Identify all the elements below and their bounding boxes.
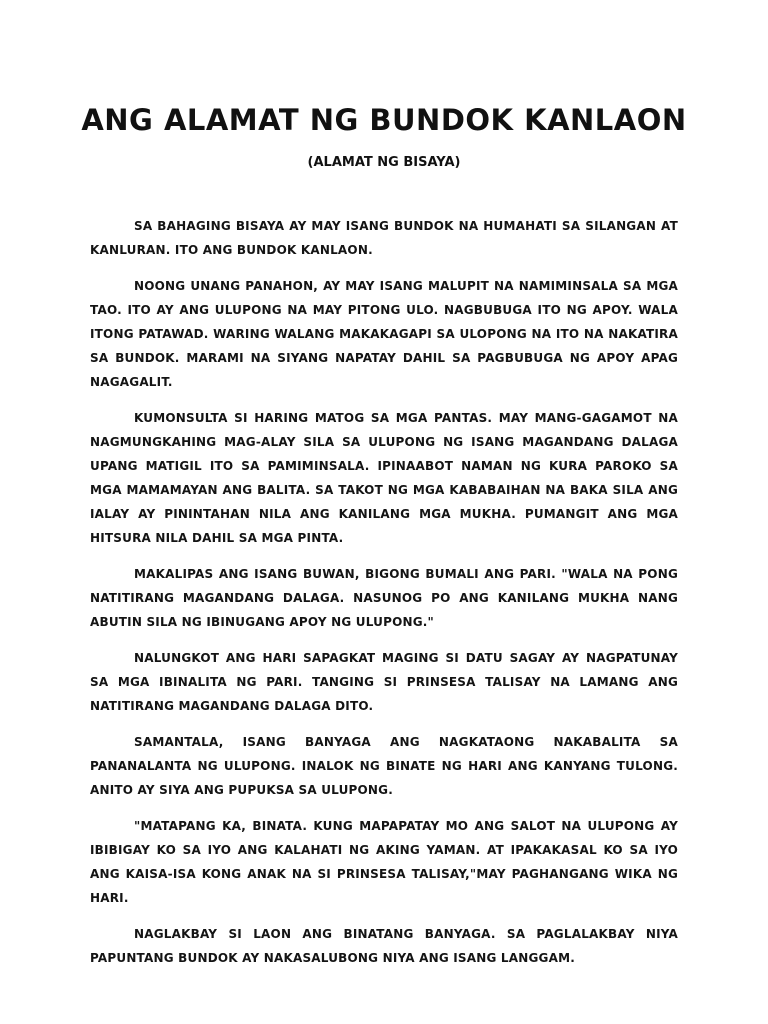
paragraph: SAMANTALA, ISANG BANYAGA ANG NAGKATAONG NAKABALITA SA PANANALANTA NG ULUPONG. INALOK NG BINATE NG HARI ANG KANYANG TULONG. ANITO AY SIYA ANG PUPUKSA SA ULUPONG. (90, 735, 678, 797)
document-title: ANG ALAMAT NG BUNDOK KANLAON (81, 103, 687, 137)
paragraph: SA BAHAGING BISAYA AY MAY ISANG BUNDOK NA HUMAHATI SA SILANGAN AT KANLURAN. ITO ANG BUNDOK KANLAON. (90, 219, 678, 257)
paragraph: NAGLAKBAY SI LAON ANG BINATANG BANYAGA. SA PAGLALAKBAY NIYA PAPUNTANG BUNDOK AY NAKASALUBONG NIYA ANG ISANG LANGGAM. (90, 927, 678, 965)
paragraph: NOONG UNANG PANAHON, AY MAY ISANG MALUPIT NA NAMIMINSALA SA MGA TAO. ITO AY ANG ULUPONG NA MAY PITONG ULO. NAGBUBUGA ITO NG APOY. WALA ITONG PATAWAD. WARING WALANG MAKAKAGAPI SA ULOPONG NA ITO NA NAKATIRA SA BUNDOK. MARAMI NA SIYANG NAPATAY DAHIL SA PAGBUBUGA NG APOY APAG NAGAGALIT. (90, 279, 678, 389)
paragraph: NALUNGKOT ANG HARI SAPAGKAT MAGING SI DATU SAGAY AY NAGPATUNAY SA MGA IBINALITA NG PARI. TANGING SI PRINSESA TALISAY NA LAMANG ANG NATITIRANG MAGANDANG DALAGA DITO. (90, 651, 678, 713)
paragraph: MAKALIPAS ANG ISANG BUWAN, BIGONG BUMALI ANG PARI. "WALA NA PONG NATITIRANG MAGANDANG DALAGA. NASUNOG PO ANG KANILANG MUKHA NANG ABUTIN SILA NG IBINUGANG APOY NG ULUPONG." (90, 567, 678, 629)
document-body (90, 214, 678, 982)
paragraph: KUMONSULTA SI HARING MATOG SA MGA PANTAS. MAY MANG-GAGAMOT NA NAGMUNGKAHING MAG-ALAY SILA SA ULUPONG NG ISANG MAGANDANG DALAGA UPANG MATIGIL ITO SA PAMIMINSALA. IPINAABOT NAMAN NG KURA PAROKO SA MGA MAMAMAYAN ANG BALITA. SA TAKOT NG MGA KABABAIHAN NA BAKA SILA ANG IALAY AY PININTAHAN NILA ANG KANILANG MGA MUKHA. PUMANGIT ANG MGA HITSURA NILA DAHIL SA MGA PINTA. (90, 411, 678, 545)
paragraph: "MATAPANG KA, BINATA. KUNG MAPAPATAY MO ANG SALOT NA ULUPONG AY IBIBIGAY KO SA IYO ANG KALAHATI NG AKING YAMAN. AT IPAKAKASAL KO SA IYO ANG KAISA-ISA KONG ANAK NA SI PRINSESA TALISAY,"MAY PAGHANGANG WIKA NG HARI. (90, 819, 678, 905)
document-subtitle: (ALAMAT NG BISAYA) (307, 155, 461, 170)
